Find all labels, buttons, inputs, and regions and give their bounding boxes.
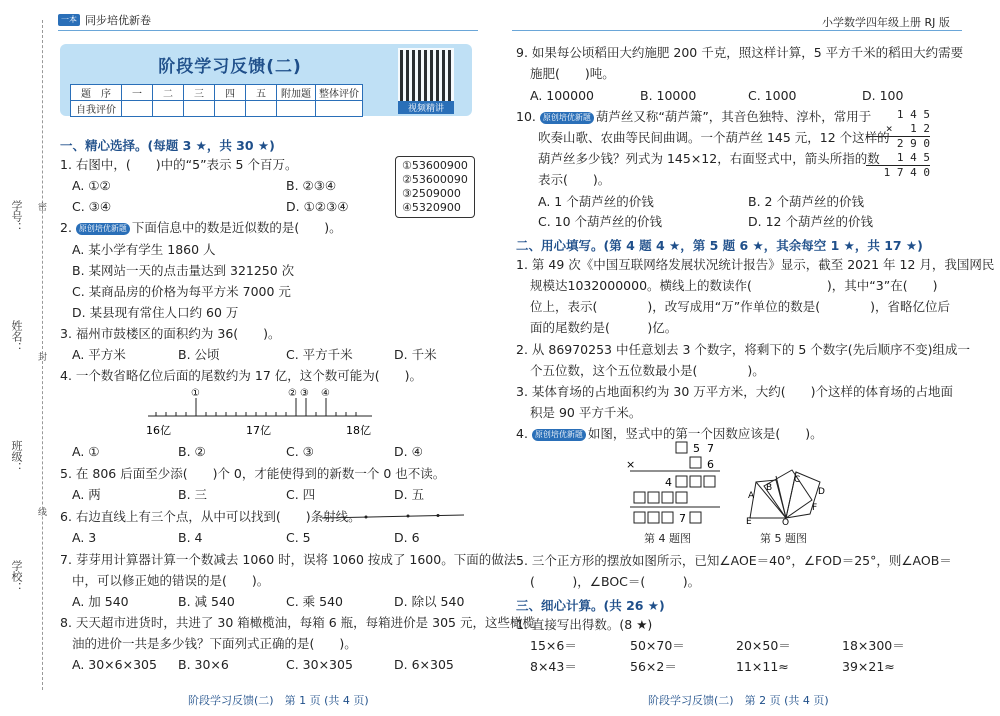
id-field: 学号： <box>10 200 23 233</box>
svg-text:7: 7 <box>707 442 714 455</box>
new-question-badge-2: 原创培优新题 <box>540 112 594 124</box>
class-field: 班级： <box>10 440 23 473</box>
section-3-heading: 三、细心计算。(共 26 ★) <box>516 598 665 613</box>
vertical-multiplication: 1 4 5 × 1 2 2 9 0 1 4 5 1 7 4 0 <box>866 108 930 180</box>
svg-text:6: 6 <box>707 458 714 471</box>
q1-option-box: ①53600900 ②53600090 ③2509000 ④5320900 <box>395 156 475 218</box>
name-field: 姓名： <box>10 320 23 353</box>
book-info: 小学数学四年级上册 RJ 版 <box>822 16 950 29</box>
figure-4 <box>620 440 730 530</box>
qr-code[interactable] <box>398 48 454 104</box>
section-1-heading: 一、精心选择。(每题 3 ★，共 30 ★) <box>60 138 275 153</box>
tick-17: 17亿 <box>246 424 271 437</box>
svg-text:O: O <box>782 518 790 526</box>
svg-text:F: F <box>812 503 818 513</box>
svg-text:C: C <box>794 475 801 485</box>
svg-text:4: 4 <box>665 476 672 489</box>
figure-5 <box>742 462 832 526</box>
series-name: 同步培优新卷 <box>85 14 151 27</box>
school-field: 学校： <box>10 560 23 593</box>
line-with-points <box>318 508 468 524</box>
tick-16: 16亿 <box>146 424 171 437</box>
section-2-heading: 二、用心填写。(第 4 题 4 ★，第 5 题 6 ★，其余每空 1 ★，共 17 ★) <box>516 238 923 253</box>
number-line <box>140 386 380 438</box>
svg-text:A: A <box>748 491 755 501</box>
footer-page-1: 阶段学习反馈(二) 第 1 页 (共 4 页) <box>188 694 369 707</box>
figure-5-caption: 第 5 题图 <box>760 532 807 545</box>
tick-18: 18亿 <box>346 424 371 437</box>
mark-2: ② <box>288 388 297 399</box>
qr-label: 视频精讲 <box>398 101 454 114</box>
mark-4: ④ <box>321 388 330 399</box>
mark-3: ③ <box>300 388 309 399</box>
svg-text:5: 5 <box>693 442 700 455</box>
score-table: 题 序 一 二 三 四 五 附加题 整体评价 自我评价 <box>70 84 363 117</box>
svg-text:×: × <box>626 458 636 471</box>
svg-text:E: E <box>746 517 752 526</box>
svg-text:D: D <box>818 487 825 497</box>
mark-1: ① <box>191 388 200 399</box>
figure-4-caption: 第 4 题图 <box>644 532 691 545</box>
svg-text:B: B <box>766 483 773 493</box>
page-title: 阶段学习反馈(二) <box>158 57 302 77</box>
series-logo: 一本 <box>58 14 80 26</box>
new-question-badge-3: 原创培优新题 <box>532 429 586 441</box>
new-question-badge: 原创培优新题 <box>76 223 130 235</box>
svg-text:7: 7 <box>679 512 686 525</box>
footer-page-2: 阶段学习反馈(二) 第 2 页 (共 4 页) <box>648 694 829 707</box>
